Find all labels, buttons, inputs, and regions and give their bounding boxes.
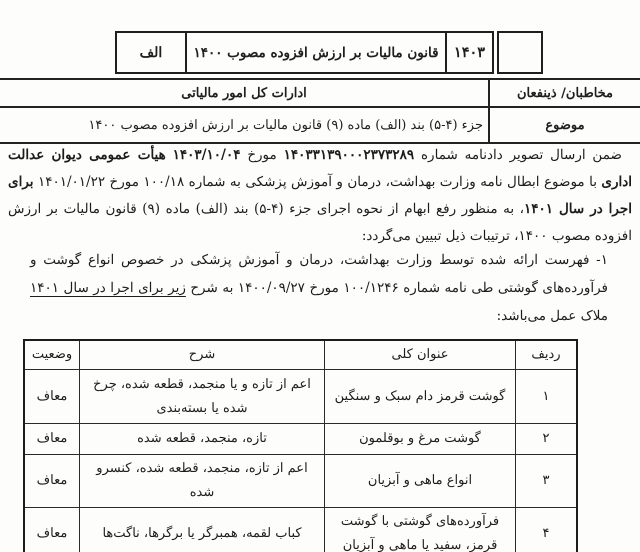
audience-label: مخاطبان/ ذینفعان [488, 80, 640, 106]
cell-row-number: ۲ [516, 424, 578, 455]
cell-general-title: انواع ماهی و آبزیان [325, 455, 516, 508]
intro-paragraph: ضمن ارسال تصویر دادنامه شماره ۱۴۰۳۳۱۳۹۰۰۰۲۳۷۳۲۸۹ مورخ ۱۴۰۳/۱۰/۰۴ هیأت عمومی دیوان عدالت اداری با موضوع ابطال نامه وزارت بهداشت، درمان و آموزش پزشکی به شماره ۱۰۰/۱۸ مورخ ۱۴۰۱/۰۱/۲۲ برای اجرا در سال ۱۴۰۱، به منظور رفع ابهام از نحوه اجرای جزء (۴-۵) بند (الف) ماده (۹) قانون مالیات بر ارزش افزوده مصوب ۱۴۰۰، ترتیبات ذیل تبیین می‌گردد: [8, 147, 633, 244]
year-cell: ۱۴۰۳ [453, 44, 486, 61]
cell-description: کباب لقمه، همبرگر یا برگرها، ناگت‌ها [80, 508, 325, 552]
meta-rows [0, 78, 640, 144]
col-header-row-no: ردیف [516, 340, 578, 370]
cell-row-number: ۴ [516, 508, 578, 552]
subject-label: موضوع [488, 108, 640, 142]
class-label-cell: الف [139, 44, 163, 61]
table-header-row [24, 340, 577, 370]
col-header-general-title: عنوان کلی [325, 340, 516, 370]
table-row [24, 370, 577, 424]
subject-value: جزء (۴-۵) بند (الف) ماده (۹) قانون مالیات بر ارزش افزوده مصوب ۱۴۰۰ [88, 117, 483, 133]
cell-status: معاف [24, 508, 80, 552]
document-title: قانون مالیات بر ارزش افزوده مصوب ۱۴۰۰ [185, 33, 447, 72]
col-header-description: شرح [80, 340, 325, 370]
cell-general-title: فرآورده‌های گوشتی با گوشت قرمز، سفید یا ماهی و آبزیان [325, 508, 516, 552]
empty-code-box [497, 31, 543, 74]
table-row [24, 424, 577, 455]
cell-description: اعم از تازه و یا منجمد، قطعه شده، چرخ شده یا بسته‌بندی [80, 370, 325, 424]
cell-description: تازه، منجمد، قطعه شده [80, 424, 325, 455]
col-header-status: وضعیت [24, 340, 80, 370]
header-table [115, 31, 494, 74]
cell-description: اعم از تازه، منجمد، قطعه شده، کنسرو شده [80, 455, 325, 508]
subject-row [0, 106, 640, 144]
audience-row [0, 78, 640, 106]
table-row [24, 508, 577, 552]
cell-row-number: ۳ [516, 455, 578, 508]
classification-header [115, 31, 543, 74]
cell-row-number: ۱ [516, 370, 578, 424]
table-row [24, 455, 577, 508]
goods-exemption-table [23, 339, 578, 552]
cell-status: معاف [24, 455, 80, 508]
cell-status: معاف [24, 370, 80, 424]
audience-value: ادارات کل امور مالیاتی [181, 85, 307, 101]
cell-status: معاف [24, 424, 80, 455]
cell-general-title: گوشت قرمز دام سبک و سنگین [325, 370, 516, 424]
cell-general-title: گوشت مرغ و بوقلمون [325, 424, 516, 455]
item-1-paragraph: ۱- فهرست ارائه شده توسط وزارت بهداشت، درمان و آموزش پزشکی در خصوص انواع گوشت و فرآورده‌های گوشتی طی نامه شماره ۱۰۰/۱۲۴۶ مورخ ۱۴۰۰/۰۹/۲۷ به شرح زیر برای اجرا در سال ۱۴۰۱ ملاک عمل می‌باشد: [30, 252, 608, 324]
